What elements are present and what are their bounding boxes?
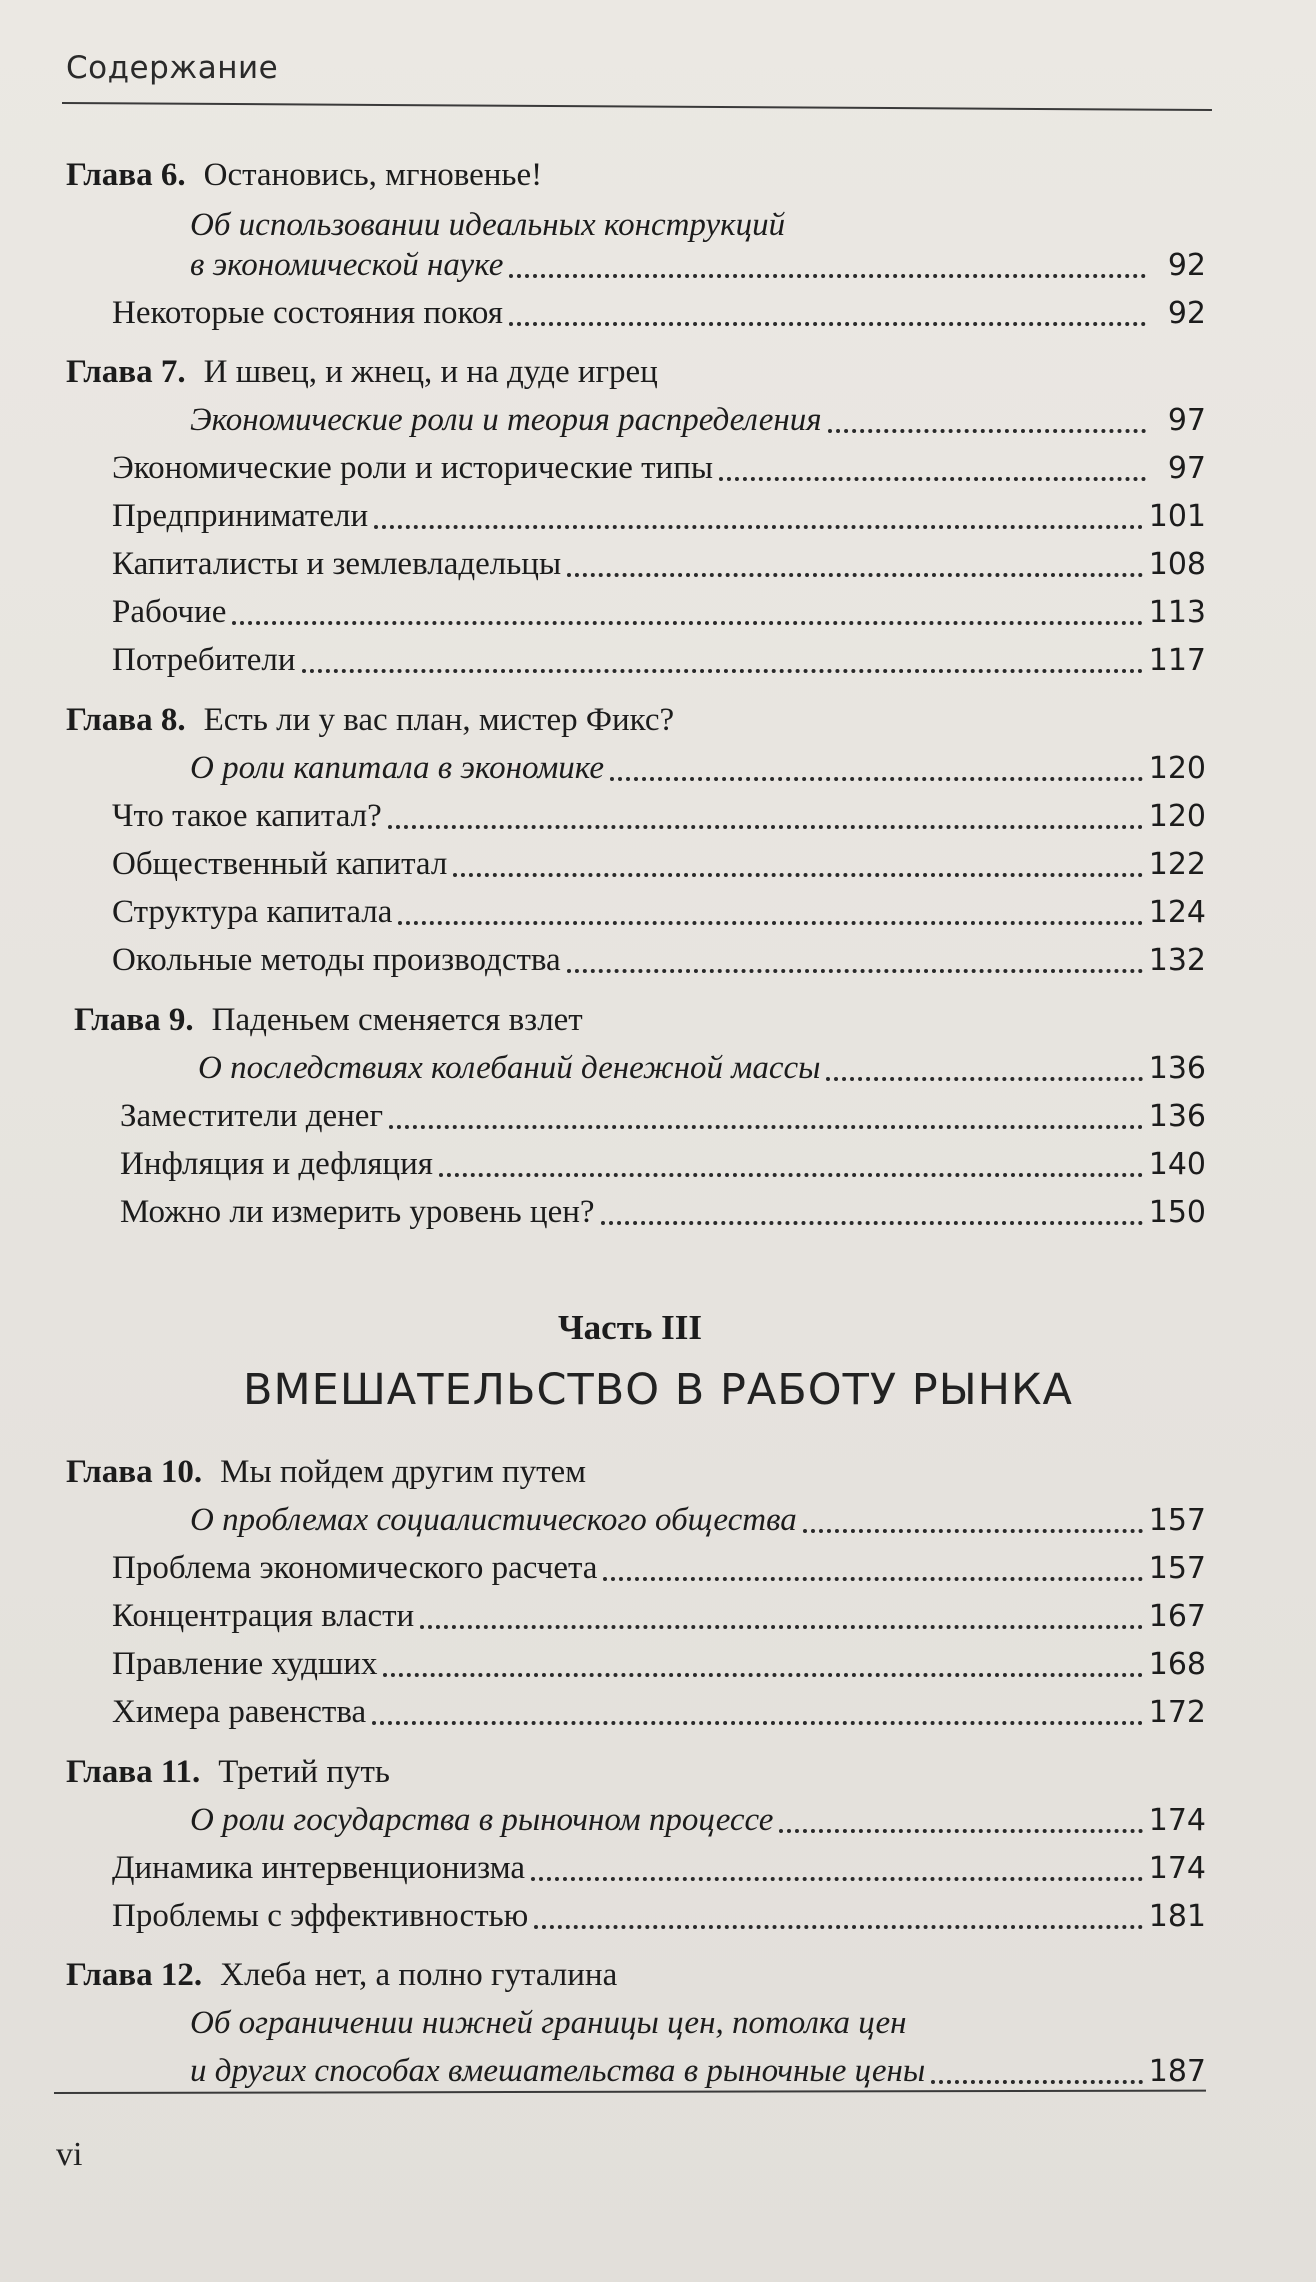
page-number: 132: [1148, 943, 1206, 978]
entry-title: Есть ли у вас план, мистер Фикс?: [203, 702, 675, 738]
chapter-subtitle: [190, 245, 1206, 286]
dot-leader: [453, 873, 1142, 877]
toc-section-entry: [112, 1644, 1206, 1685]
entry-title: Предприниматели: [112, 498, 369, 534]
part-label: Часть III: [557, 1308, 703, 1347]
entry-title: Паденьем сменяется взлет: [211, 1002, 583, 1038]
dot-leader: [719, 477, 1146, 481]
dot-leader: [567, 573, 1143, 577]
page-number: 167: [1148, 1599, 1206, 1634]
chapter-label: Глава 11.: [66, 1754, 201, 1790]
chapter-heading: [66, 1955, 617, 1995]
entry-title: Третий путь: [218, 1754, 390, 1790]
entry-title: Структура капитала: [112, 894, 393, 930]
entry-title: Правление худших: [112, 1646, 378, 1682]
toc-section-entry: [112, 892, 1206, 933]
dot-leader: [398, 921, 1142, 925]
chapter-subtitle: [190, 1500, 1206, 1541]
page-number: 108: [1148, 547, 1206, 582]
page-number: 92: [1167, 248, 1206, 283]
page-number: 181: [1148, 1899, 1206, 1934]
entry-title: Можно ли измерить уровень цен?: [120, 1194, 595, 1230]
dot-leader: [828, 429, 1146, 433]
entry-title: О роли капитала в экономике: [190, 750, 605, 786]
entry-title: Капиталисты и землевладельцы: [112, 546, 562, 582]
page-number: 174: [1148, 1851, 1206, 1886]
chapter-heading: [66, 1752, 390, 1792]
entry-title: О проблемах социалистического общества: [190, 1502, 797, 1538]
page-number: 101: [1148, 499, 1206, 534]
page-number: 157: [1148, 1503, 1206, 1538]
page-number: 117: [1148, 643, 1206, 678]
dot-leader: [601, 1221, 1143, 1225]
page-number: 140: [1148, 1147, 1206, 1182]
dot-leader: [826, 1077, 1142, 1081]
chapter-label: Глава 12.: [66, 1957, 203, 1993]
chapter-label: Глава 9.: [74, 1002, 194, 1038]
toc-section-entry: [112, 544, 1206, 585]
entry-title: Остановись, мгновенье!: [203, 157, 543, 193]
chapter-heading: [74, 1000, 583, 1040]
entry-title: О роли государства в рыночном процессе: [190, 1802, 774, 1838]
chapter-label: Глава 6.: [66, 157, 186, 193]
entry-title: О последствиях колебаний денежной массы: [198, 1050, 821, 1086]
entry-title: Мы пойдем другим путем: [220, 1454, 587, 1490]
chapter-subtitle: [190, 2051, 1206, 2092]
dot-leader: [603, 1577, 1142, 1581]
chapter-heading: [66, 1452, 586, 1492]
dot-leader: [420, 1625, 1143, 1629]
toc-section-entry: [120, 1144, 1206, 1185]
toc-section-entry: [112, 844, 1206, 885]
chapter-subtitle: [190, 1800, 1206, 1841]
entry-title: Общественный капитал: [112, 846, 448, 882]
entry-title: Окольные методы производства: [112, 942, 561, 978]
dot-leader: [803, 1529, 1143, 1533]
page-number: 120: [1148, 799, 1206, 834]
running-head: Содержание: [66, 50, 279, 86]
chapter-heading: [66, 700, 674, 740]
page-number: 122: [1148, 847, 1206, 882]
chapter-heading: [66, 352, 658, 392]
entry-title: Проблема экономического расчета: [112, 1550, 598, 1586]
toc-section-entry: [112, 293, 1206, 334]
entry-title: Рабочие: [112, 594, 227, 630]
toc-section-entry: [112, 940, 1206, 981]
toc-section-entry: [112, 1548, 1206, 1589]
page-number: 174: [1148, 1803, 1206, 1838]
entry-title: Инфляция и дефляция: [120, 1146, 433, 1182]
chapter-subtitle: [190, 2003, 907, 2043]
entry-title: Об ограничении нижней границы цен, потолка цен: [190, 2005, 907, 2041]
dot-leader: [509, 274, 1146, 278]
entry-title: Об использовании идеальных конструкций: [190, 207, 786, 243]
page-number: 168: [1148, 1647, 1206, 1682]
dot-leader: [509, 322, 1146, 326]
dot-leader: [389, 1125, 1143, 1129]
dot-leader: [610, 777, 1143, 781]
chapter-heading: [66, 155, 542, 195]
dot-leader: [534, 1925, 1142, 1929]
toc-section-entry: [112, 1896, 1206, 1937]
toc-section-entry: [112, 496, 1206, 537]
dot-leader: [302, 669, 1143, 673]
dot-leader: [439, 1173, 1143, 1177]
entry-title: Что такое капитал?: [112, 798, 382, 834]
entry-title: Динамика интервенционизма: [112, 1850, 526, 1886]
dot-leader: [388, 825, 1143, 829]
page-number: 136: [1148, 1051, 1206, 1086]
toc-section-entry: [112, 1848, 1206, 1889]
page-number: 97: [1167, 451, 1206, 486]
toc-section-entry: [120, 1096, 1206, 1137]
chapter-subtitle: [190, 748, 1206, 789]
entry-title: в экономической науке: [190, 247, 504, 283]
dot-leader: [383, 1673, 1142, 1677]
chapter-label: Глава 7.: [66, 354, 186, 390]
entry-title: Потребители: [112, 642, 296, 678]
chapter-subtitle: [190, 400, 1206, 441]
dot-leader: [374, 525, 1143, 529]
toc-section-entry: [112, 796, 1206, 837]
toc-section-entry: [112, 640, 1206, 681]
chapter-label: Глава 10.: [66, 1454, 203, 1490]
entry-title: Экономические роли и исторические типы: [112, 450, 714, 486]
page-folio: vi: [56, 2136, 83, 2173]
toc-section-entry: [112, 448, 1206, 489]
chapter-label: Глава 8.: [66, 702, 186, 738]
dot-leader: [232, 621, 1142, 625]
dot-leader: [372, 1721, 1143, 1725]
page-number: 150: [1148, 1195, 1206, 1230]
page-number: 157: [1148, 1551, 1206, 1586]
page-number: 136: [1148, 1099, 1206, 1134]
page-number: 92: [1167, 296, 1206, 331]
dot-leader: [531, 1877, 1143, 1881]
page-number: 97: [1167, 403, 1206, 438]
toc-section-entry: [112, 1692, 1206, 1733]
dot-leader: [779, 1829, 1142, 1833]
entry-title: Заместители денег: [120, 1098, 383, 1134]
page-number: 120: [1148, 751, 1206, 786]
page-number: 187: [1148, 2054, 1206, 2089]
chapter-subtitle: [198, 1048, 1206, 1089]
page-number: 124: [1148, 895, 1206, 930]
entry-title: Экономические роли и теория распределения: [190, 402, 822, 438]
dot-leader: [931, 2080, 1142, 2084]
header-rule: [62, 102, 1212, 111]
entry-title: Некоторые состояния покоя: [112, 295, 503, 331]
toc-section-entry: [120, 1192, 1206, 1233]
entry-title: Хлеба нет, а полно гуталина: [220, 1957, 618, 1993]
entry-title: И швец, и жнец, и на дуде игрец: [203, 354, 658, 390]
entry-title: и других способах вмешательства в рыночные цены: [190, 2053, 926, 2089]
dot-leader: [567, 969, 1143, 973]
chapter-subtitle: [190, 205, 785, 245]
toc-section-entry: [112, 1596, 1206, 1637]
page-number: 172: [1148, 1695, 1206, 1730]
toc-section-entry: [112, 592, 1206, 633]
entry-title: Химера равенства: [112, 1694, 367, 1730]
entry-title: Проблемы с эффективностью: [112, 1898, 529, 1934]
page-number: 113: [1148, 595, 1206, 630]
entry-title: Концентрация власти: [112, 1598, 415, 1634]
part-title: ВМЕШАТЕЛЬСТВО В РАБОТУ РЫНКА: [243, 1365, 1073, 1415]
